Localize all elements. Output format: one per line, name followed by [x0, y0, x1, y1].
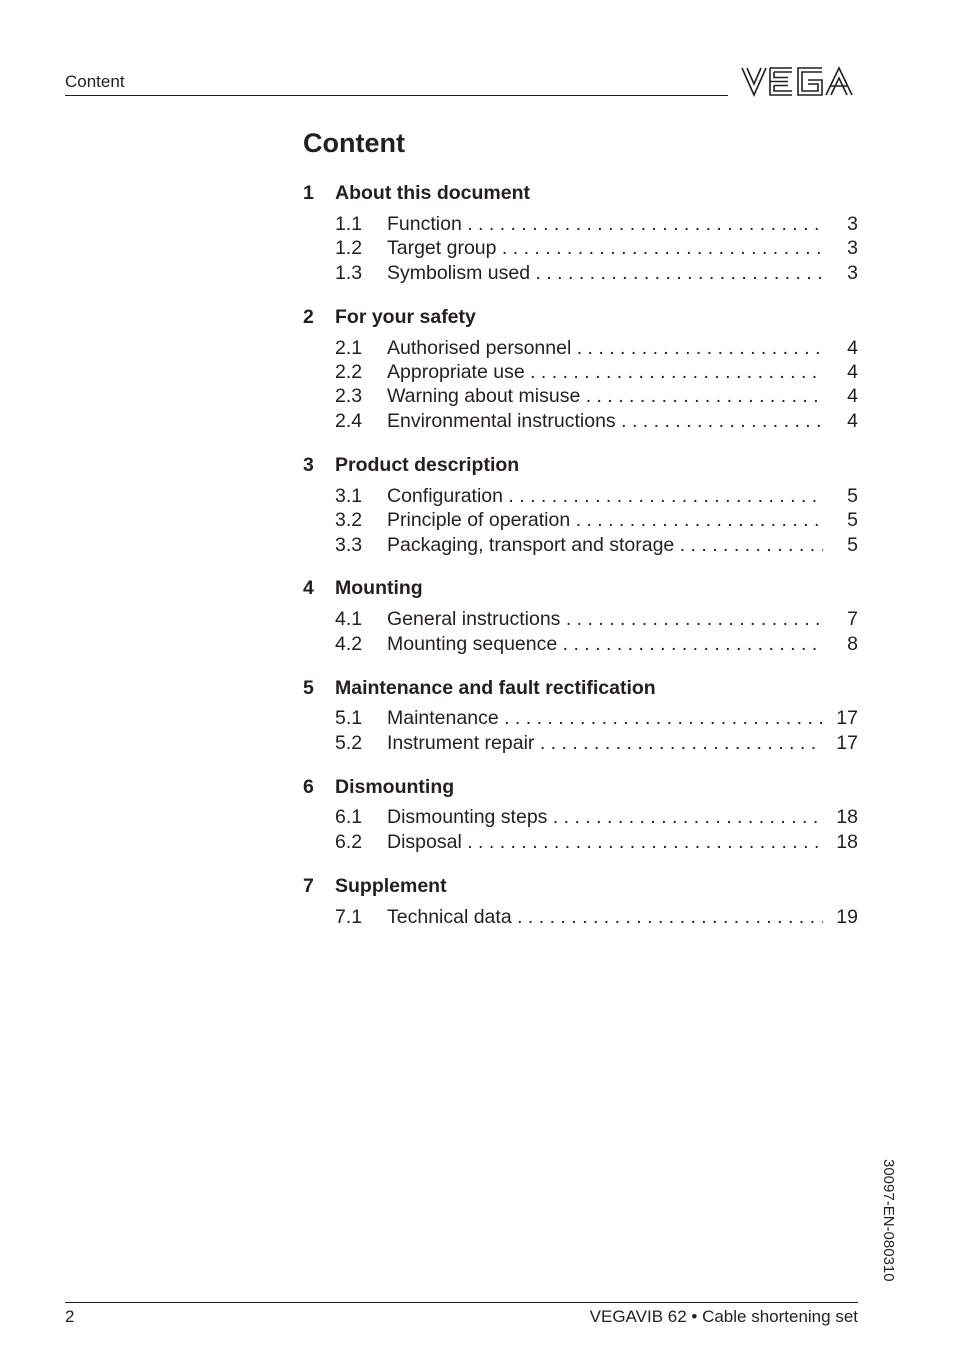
- entry-page: 3: [847, 262, 858, 284]
- entry-number: 2.1: [335, 337, 363, 359]
- entry-number: 3.1: [335, 485, 363, 507]
- entry-page: 8: [847, 633, 858, 655]
- toc-entry[interactable]: [335, 631, 858, 657]
- entry-page: 17: [836, 732, 858, 754]
- toc-section-heading[interactable]: [303, 774, 858, 800]
- toc-entry[interactable]: [335, 260, 858, 286]
- entry-page: 5: [847, 509, 858, 531]
- toc-entry[interactable]: [335, 383, 858, 409]
- section-number: 7: [303, 875, 314, 897]
- section-number: 3: [303, 454, 314, 476]
- toc-entry[interactable]: [335, 507, 858, 533]
- section-number: 6: [303, 776, 314, 798]
- toc-section-heading[interactable]: [303, 873, 858, 899]
- entry-number: 6.1: [335, 806, 363, 828]
- toc-entry[interactable]: [335, 483, 858, 509]
- entry-number: 7.1: [335, 906, 363, 928]
- entry-number: 6.2: [335, 831, 363, 853]
- toc-section-heading[interactable]: [303, 575, 858, 601]
- entry-page: 4: [847, 385, 858, 407]
- toc-section-heading[interactable]: [303, 675, 858, 701]
- entry-title: Packaging, transport and storage: [387, 534, 675, 556]
- header-rule: [65, 95, 728, 96]
- toc-entry[interactable]: [335, 829, 858, 855]
- entry-page: 7: [847, 608, 858, 630]
- entry-number: 2.2: [335, 361, 363, 383]
- toc-entry[interactable]: [335, 606, 858, 632]
- toc-entry[interactable]: [335, 235, 858, 261]
- entry-page: 4: [847, 337, 858, 359]
- section-title: Product description: [335, 454, 520, 476]
- section-number: 2: [303, 306, 314, 328]
- entry-title: Instrument repair: [387, 732, 535, 754]
- entry-page: 5: [847, 485, 858, 507]
- toc-entry[interactable]: [335, 904, 858, 930]
- entry-page: 4: [847, 410, 858, 432]
- entry-title: Mounting sequence: [387, 633, 558, 655]
- entry-number: 3.2: [335, 509, 363, 531]
- section-number: 5: [303, 677, 314, 699]
- toc-entry[interactable]: [335, 359, 858, 385]
- entry-title: Environmental instructions: [387, 410, 616, 432]
- toc-entry[interactable]: [335, 532, 858, 558]
- entry-title: Disposal: [387, 831, 462, 853]
- entry-number: 1.3: [335, 262, 363, 284]
- toc-entry[interactable]: [335, 705, 858, 731]
- section-title: Mounting: [335, 577, 423, 599]
- toc-section-heading[interactable]: [303, 452, 858, 478]
- entry-number: 5.2: [335, 732, 363, 754]
- toc-entry[interactable]: [335, 730, 858, 756]
- entry-title: Configuration: [387, 485, 503, 507]
- vega-logo-graphic: [740, 65, 858, 98]
- header-section-label: Content: [65, 72, 125, 91]
- entry-title: Principle of operation: [387, 509, 571, 531]
- toc-entry[interactable]: [335, 211, 858, 237]
- entry-title: Dismounting steps: [387, 806, 548, 828]
- entry-page: 5: [847, 534, 858, 556]
- entry-title: Appropriate use: [387, 361, 525, 383]
- page-number: 2: [65, 1307, 75, 1326]
- section-number: 4: [303, 577, 314, 599]
- toc-entry[interactable]: [335, 335, 858, 361]
- entry-number: 4.2: [335, 633, 363, 655]
- entry-number: 1.1: [335, 213, 363, 235]
- entry-title: Warning about misuse: [387, 385, 581, 407]
- entry-title: Symbolism used: [387, 262, 531, 284]
- entry-page: 4: [847, 361, 858, 383]
- section-number: 1: [303, 182, 314, 204]
- entry-number: 2.4: [335, 410, 363, 432]
- section-title: Maintenance and fault rectification: [335, 677, 656, 699]
- entry-title: Function: [387, 213, 462, 235]
- entry-number: 4.1: [335, 608, 363, 630]
- entry-number: 5.1: [335, 707, 363, 729]
- toc-entry[interactable]: [335, 804, 858, 830]
- entry-page: 18: [836, 806, 858, 828]
- toc-title: Content: [303, 128, 405, 158]
- entry-title: Technical data: [387, 906, 512, 928]
- entry-page: 18: [836, 831, 858, 853]
- document-id: 30097-EN-080310: [880, 1159, 897, 1282]
- entry-number: 3.3: [335, 534, 363, 556]
- entry-page: 19: [836, 906, 858, 928]
- vega-logo: [740, 65, 858, 98]
- section-title: Supplement: [335, 875, 447, 897]
- toc-section-heading[interactable]: [303, 304, 858, 330]
- footer-document-title: VEGAVIB 62 • Cable shortening set: [589, 1307, 858, 1326]
- entry-page: 17: [836, 707, 858, 729]
- entry-number: 2.3: [335, 385, 363, 407]
- toc-entry[interactable]: [335, 408, 858, 434]
- section-title: About this document: [335, 182, 530, 204]
- entry-title: General instructions: [387, 608, 561, 630]
- toc-section-heading[interactable]: [303, 180, 858, 206]
- entry-title: Maintenance: [387, 707, 499, 729]
- entry-title: Authorised personnel: [387, 337, 572, 359]
- entry-title: Target group: [387, 237, 497, 259]
- section-title: For your safety: [335, 306, 476, 328]
- footer-rule: [65, 1302, 858, 1303]
- section-title: Dismounting: [335, 776, 455, 798]
- entry-page: 3: [847, 237, 858, 259]
- entry-number: 1.2: [335, 237, 363, 259]
- entry-page: 3: [847, 213, 858, 235]
